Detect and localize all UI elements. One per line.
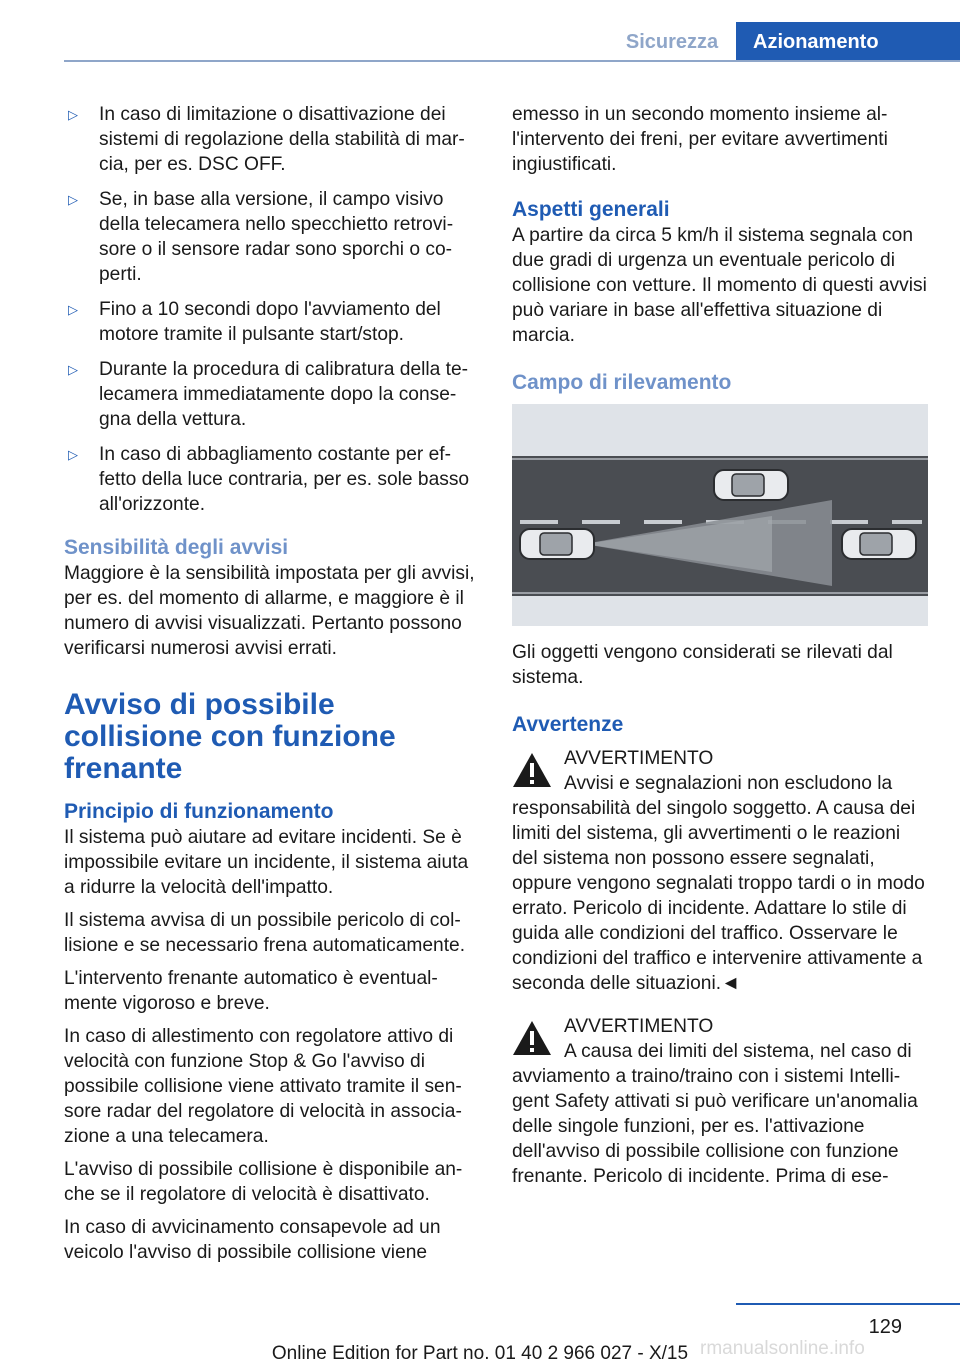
sensitivity-text: Maggiore è la sensibilità impostata per gli avvisi, per es. del momento di allarme, e maggiore è il numero di avvisi visualizzati. Pertanto possono verificarsi numerosi avvisi errati. — [64, 563, 475, 659]
general-text: A partire da circa 5 km/h il sistema segnala con due gradi di urgenza un eventuale pericolo di collisione con vetture. Il momento di questi avvisi può variare in base all'effettiva situazione di marcia. — [512, 225, 927, 346]
tab-sicurezza[interactable]: Sicurezza — [625, 31, 719, 53]
paragraph: Il sistema può aiutare ad evitare incidenti. Se è impossibile evitare un incidente, il sistema aiuta a ridurre la velocità dell'impatto. — [64, 827, 469, 898]
warning-body: responsabilità del singolo soggetto. A causa dei limiti del sistema, gli avvertimenti o le reazioni del sistema non possono essere segnalati, oppure vengono segnalati troppo tardi o in modo errato. Pericolo di incidente. Adattare lo stile di guida alle condizioni del traffico. Osservare le condizioni del traffico e intervenire attivamente a seconda delle situazioni.◄ — [512, 798, 925, 994]
triangle-bullet-icon: ▷ — [68, 302, 78, 317]
section-title: Avviso di possibile collisione con funzione frenante — [64, 688, 396, 785]
warnings-heading: Avvertenze — [512, 713, 624, 736]
triangle-bullet-icon: ▷ — [68, 447, 78, 462]
paragraph: In caso di allestimento con regolatore attivo di velocità con funzione Stop & Go l'avviso di possibile collisione viene attivato tramite il sensore radar del regolatore di velocità in associazione a una telecamera. — [64, 1026, 462, 1147]
footer-rule — [736, 1303, 960, 1305]
bullet-text: In caso di abbagliamento costante per effetto della luce contraria, per es. sole basso all'orizzonte. — [99, 444, 470, 515]
road-diagram — [512, 404, 928, 626]
paragraph: In caso di avvicinamento consapevole ad un veicolo l'avviso di possibile collisione viene — [64, 1217, 441, 1263]
warning-body: avviamento a traino/traino con i sistemi Intelligent Safety attivati si può verificare un'anomalia delle singole funzioni, per es. l'attivazione dell'avviso di possibile collisione con funzione frenante. Pericolo di incidente. Prima di ese- — [512, 1066, 918, 1187]
triangle-bullet-icon: ▷ — [68, 362, 78, 377]
car-adjacent-lane — [714, 470, 788, 500]
principle-heading: Principio di funzionamento — [64, 800, 334, 823]
warning-triangle-icon — [512, 1014, 554, 1064]
general-heading: Aspetti generali — [512, 198, 670, 221]
page-number: 129 — [868, 1316, 902, 1338]
detection-range-heading: Campo di rilevamento — [512, 371, 732, 394]
page-header — [0, 0, 960, 62]
left-column — [64, 102, 480, 1273]
warning-first-line: A causa dei limiti del sistema, nel caso di — [564, 1041, 912, 1062]
bullet-item — [64, 357, 480, 432]
bullet-item — [64, 102, 480, 177]
car-ahead-same-lane — [842, 529, 916, 559]
continued-text: emesso in un secondo momento insieme all'intervento dei freni, per evitare avvertimenti ingiustificati. — [512, 104, 888, 175]
watermark: rmanualsonline.info — [700, 1338, 865, 1359]
detection-range-illustration — [512, 404, 928, 626]
warning-triangle-icon — [512, 746, 554, 796]
bullet-text: Se, in base alla versione, il campo visivo della telecamera nello specchietto retrovisore o il sensore radar sono sporchi o coperti. — [99, 189, 454, 285]
warning-title: AVVERTIMENTO — [564, 1016, 714, 1037]
figure-caption: Gli oggetti vengono considerati se rilevati dal sistema. — [512, 642, 893, 688]
bullet-item — [64, 442, 480, 517]
car-ego — [520, 529, 594, 559]
right-column — [512, 102, 928, 1189]
bullet-item — [64, 187, 480, 287]
warning-block — [512, 746, 928, 796]
paragraph: L'avviso di possibile collisione è disponibile anche se il regolatore di velocità è disattivato. — [64, 1159, 463, 1205]
bullet-text: In caso di limitazione o disattivazione dei sistemi di regolazione della stabilità di marcia, per es. DSC OFF. — [99, 104, 465, 175]
edition-footer: Online Edition for Part no. 01 40 2 966 027 - X/15 — [271, 1343, 689, 1364]
header-rule — [64, 60, 960, 62]
triangle-bullet-icon: ▷ — [68, 192, 78, 207]
paragraph: L'intervento frenante automatico è eventualmente vigoroso e breve. — [64, 968, 438, 1014]
tab-azionamento[interactable]: Azionamento — [736, 22, 960, 62]
triangle-bullet-icon: ▷ — [68, 107, 78, 122]
bullet-text: Durante la procedura di calibratura della telecamera immediatamente dopo la consegna della vettura. — [99, 359, 469, 430]
bullet-item — [64, 297, 480, 347]
sensitivity-heading: Sensibilità degli avvisi — [64, 536, 289, 559]
paragraph: Il sistema avvisa di un possibile pericolo di collisione e se necessario frena automaticamente. — [64, 910, 466, 956]
warning-first-line: Avvisi e segnalazioni non escludono la — [564, 773, 893, 794]
warning-title: AVVERTIMENTO — [564, 748, 714, 769]
warning-block — [512, 1014, 928, 1064]
bullet-text: Fino a 10 secondi dopo l'avviamento del motore tramite il pulsante start/stop. — [99, 299, 441, 345]
